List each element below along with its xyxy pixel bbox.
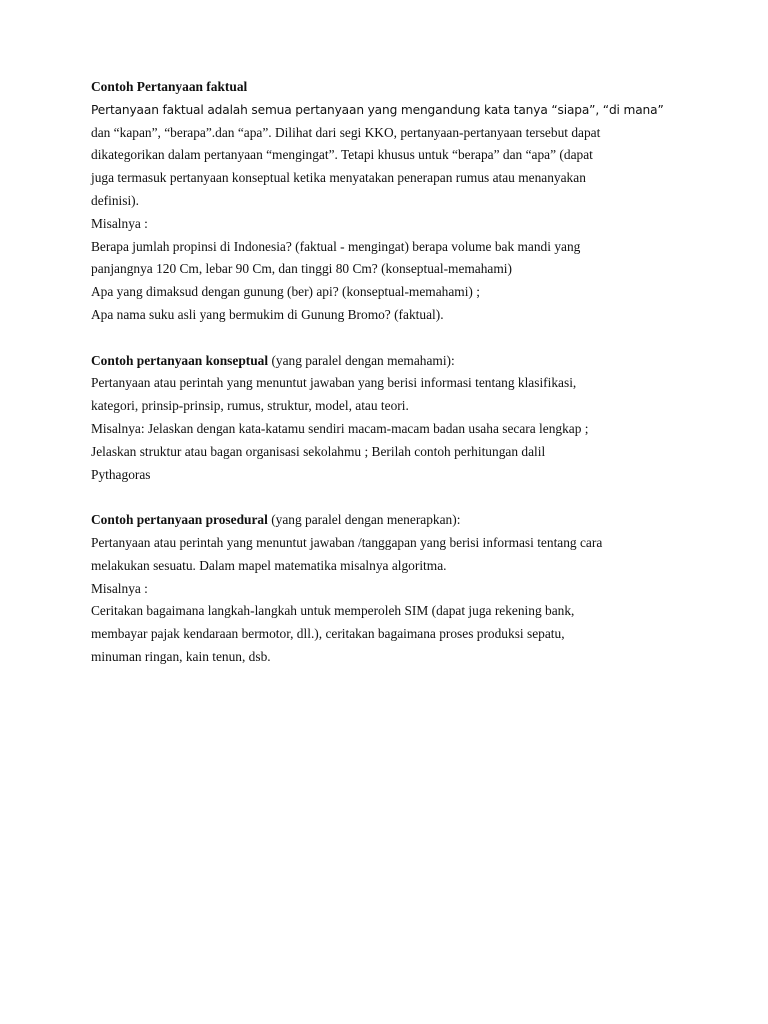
section-heading-procedural-line xyxy=(91,509,691,532)
paragraph-line: Pertanyaan atau perintah yang menuntut jawaban yang berisi informasi tentang klasifikasi, xyxy=(91,375,577,391)
section-factual xyxy=(91,76,691,327)
paragraph-spacer xyxy=(91,327,691,350)
section-heading-conceptual: Contoh pertanyaan konseptual xyxy=(91,352,269,368)
paragraph-line: juga termasuk pertanyaan konseptual ketika menyatakan penerapan rumus atau menanyakan xyxy=(91,170,586,186)
section-heading-factual: Contoh Pertanyaan faktual xyxy=(91,79,248,94)
paragraph-line: Misalnya : xyxy=(91,580,148,596)
paragraph-line: dan “kapan”, “berapa”.dan “apa”. Dilihat dari segi KKO, pertanyaan-pertanyaan tersebut dapat xyxy=(91,124,601,140)
paragraph-line: dikategorikan dalam pertanyaan “mengingat”. Tetapi khusus untuk “berapa” dan “apa” (dapat xyxy=(91,147,593,163)
section-procedural xyxy=(91,509,691,669)
paragraph-line: minuman ringan, kain tenun, dsb. xyxy=(91,648,271,664)
paragraph-line: Apa yang dimaksud dengan gunung (ber) api? (konseptual-memahami) ; xyxy=(91,284,480,300)
paragraph-spacer xyxy=(91,486,691,509)
paragraph-line: Misalnya : xyxy=(91,215,148,231)
paragraph-line: definisi). xyxy=(91,192,139,208)
paragraph-line: Berapa jumlah propinsi di Indonesia? (faktual - mengingat) berapa volume bak mandi yang xyxy=(91,238,581,254)
section-conceptual xyxy=(91,350,691,487)
paragraph-line: melakukan sesuatu. Dalam mapel matematika misalnya algoritma. xyxy=(91,557,447,573)
document-body xyxy=(91,76,691,669)
paragraph-line: Jelaskan struktur atau bagan organisasi sekolahmu ; Berilah contoh perhitungan dalil xyxy=(91,443,546,459)
paragraph-line: kategori, prinsip-prinsip, rumus, struktur, model, atau teori. xyxy=(91,398,409,414)
paragraph-line: membayar pajak kendaraan bermotor, dll.), ceritakan bagaimana proses produksi sepatu, xyxy=(91,626,565,642)
section-heading-suffix: (yang paralel dengan memahami): xyxy=(268,352,455,368)
paragraph-line: Ceritakan bagaimana langkah-langkah untuk memperoleh SIM (dapat juga rekening bank, xyxy=(91,603,575,619)
paragraph-line: Misalnya: Jelaskan dengan kata-katamu sendiri macam-macam badan usaha secara lengkap ; xyxy=(91,420,589,436)
section-heading-conceptual-line xyxy=(91,350,691,373)
paragraph-line: Pertanyaan atau perintah yang menuntut jawaban /tanggapan yang berisi informasi tentang cara xyxy=(91,534,603,550)
section-heading-suffix: (yang paralel dengan menerapkan): xyxy=(267,512,461,528)
section-heading-procedural: Contoh pertanyaan prosedural xyxy=(91,512,268,528)
paragraph-line: Pythagoras xyxy=(91,466,151,482)
paragraph-line: panjangnya 120 Cm, lebar 90 Cm, dan tinggi 80 Cm? (konseptual-memahami) xyxy=(91,261,512,277)
paragraph-line: Apa nama suku asli yang bermukim di Gunung Bromo? (faktual). xyxy=(91,306,444,322)
paragraph-line: Pertanyaan faktual adalah semua pertanyaan yang mengandung kata tanya “siapa”, “di mana” xyxy=(91,102,664,117)
